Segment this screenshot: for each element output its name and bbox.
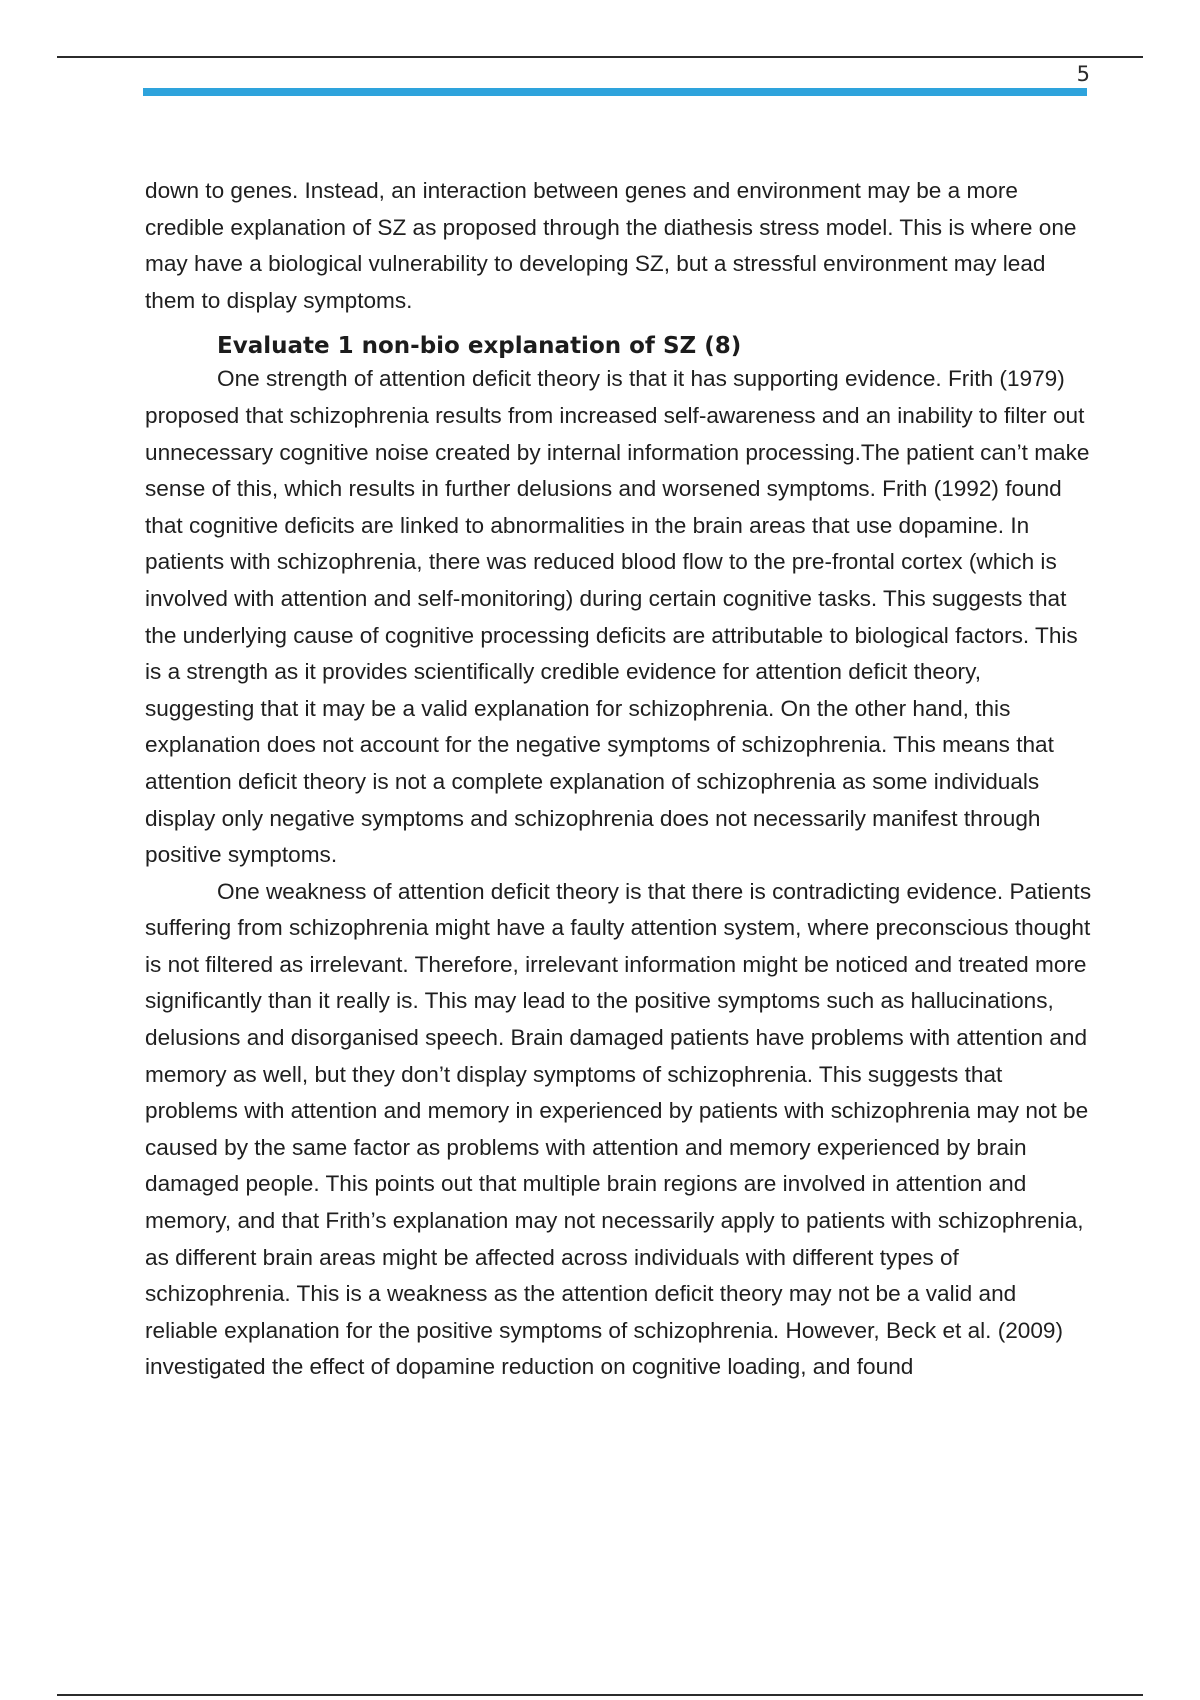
body-paragraph-strength: One strength of attention deficit theory is that it has supporting evidence. Frith (1979) proposed that schizophrenia results from increased self-awareness and an inability to filter out unnecessary cognitive noise created by internal information processing.The patient can’t make sense of this, which results in further delusions and worsened symptoms. Frith (1992) found that cognitive deficits are linked to abnormalities in the brain areas that use dopamine. In patients with schizophrenia, there was reduced blood flow to the pre-frontal cortex (which is involved with attention and self-monitoring) during certain cognitive tasks. This suggests that the underlying cause of cognitive processing deficits are attributable to biological factors. This is a strength as it provides scientifically credible evidence for attention deficit theory, suggesting that it may be a valid explanation for schizophrenia. On the other hand, this explanation does not account for the negative symptoms of schizophrenia. This means that attention deficit theory is not a complete explanation of schizophrenia as some individuals display only negative symptoms and schizophrenia does not necessarily manifest through positive symptoms. xyxy=(145,366,1090,868)
body-paragraph-weakness: One weakness of attention deficit theory is that there is contradicting evidence. Patients suffering from schizophrenia might have a faulty attention system, where preconscious thought is not filtered as irrelevant. Therefore, irrelevant information might be noticed and treated more significantly than it really is. This may lead to the positive symptoms such as hallucinations, delusions and disorganised speech. Brain damaged patients have problems with attention and memory as well, but they don’t display symptoms of schizophrenia. This suggests that problems with attention and memory in experienced by patients with schizophrenia may not be caused by the same factor as problems with attention and memory experienced by brain damaged people. This points out that multiple brain regions are involved in attention and memory, and that Frith’s explanation may not necessarily apply to patients with schizophrenia, as different brain areas might be affected across individuals with different types of schizophrenia. This is a weakness as the attention deficit theory may not be a valid and reliable explanation for the positive symptoms of schizophrenia. However, Beck et al. (2009) investigated the effect of dopamine reduction on cognitive loading, and found xyxy=(145,878,1092,1380)
document-body xyxy=(145,173,1095,1386)
header-accent-bar xyxy=(143,88,1087,96)
question-heading: Evaluate 1 non-bio explanation of SZ (8) xyxy=(217,333,742,360)
header-rule xyxy=(57,56,1143,58)
footer-rule xyxy=(57,1694,1143,1696)
intro-paragraph: down to genes. Instead, an interaction between genes and environment may be a more credible explanation of SZ as proposed through the diathesis stress model. This is where one may have a biological vulnerability to developing SZ, but a stressful environment may lead them to display symptoms. xyxy=(145,178,1077,313)
page-number: 5 xyxy=(1076,62,1090,86)
